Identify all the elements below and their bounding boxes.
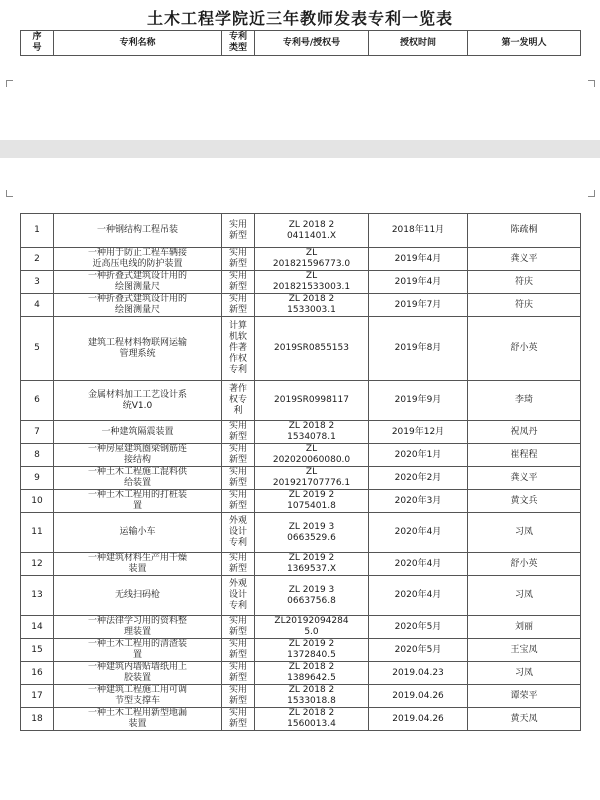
cell-inventor: 陈疏桐 bbox=[468, 214, 581, 248]
cell-date: 2019年4月 bbox=[369, 271, 468, 294]
cell-no: 2 bbox=[21, 248, 54, 271]
cell-name: 无线扫码枪 bbox=[54, 576, 222, 616]
crop-mark-icon bbox=[6, 190, 13, 197]
cell-date: 2020年4月 bbox=[369, 576, 468, 616]
cell-date: 2020年1月 bbox=[369, 444, 468, 467]
cell-no: 6 bbox=[21, 381, 54, 421]
cell-name: 一种土木工程施工混料供 给装置 bbox=[54, 467, 222, 490]
cell-name: 一种建筑材料生产用干燥 装置 bbox=[54, 553, 222, 576]
cell-date: 2019.04.26 bbox=[369, 685, 468, 708]
table-row bbox=[21, 444, 581, 467]
cell-type: 实用 新型 bbox=[222, 553, 255, 576]
cell-no: 16 bbox=[21, 662, 54, 685]
cell-no: 15 bbox=[21, 639, 54, 662]
cell-number: ZL 2019 2 1369537.X bbox=[255, 553, 369, 576]
cell-date: 2019年8月 bbox=[369, 317, 468, 381]
cell-no: 4 bbox=[21, 294, 54, 317]
table-row bbox=[21, 685, 581, 708]
table-row bbox=[21, 553, 581, 576]
cell-date: 2020年5月 bbox=[369, 616, 468, 639]
cell-type: 实用 新型 bbox=[222, 616, 255, 639]
cell-date: 2020年2月 bbox=[369, 467, 468, 490]
cell-no: 10 bbox=[21, 490, 54, 513]
table-row bbox=[21, 639, 581, 662]
cell-name: 金属材料加工工艺设计系 统V1.0 bbox=[54, 381, 222, 421]
cell-inventor: 符庆 bbox=[468, 294, 581, 317]
cell-no: 9 bbox=[21, 467, 54, 490]
crop-mark-icon bbox=[588, 80, 595, 87]
cell-type: 实用 新型 bbox=[222, 271, 255, 294]
cell-inventor: 刘丽 bbox=[468, 616, 581, 639]
header-number: 专利号/授权号 bbox=[255, 31, 369, 56]
cell-number: 2019SR0855153 bbox=[255, 317, 369, 381]
cell-inventor: 习凤 bbox=[468, 576, 581, 616]
cell-type: 实用 新型 bbox=[222, 421, 255, 444]
cell-number: ZL 2018 2 0411401.X bbox=[255, 214, 369, 248]
table-row bbox=[21, 616, 581, 639]
cell-date: 2020年3月 bbox=[369, 490, 468, 513]
header-no: 序 号 bbox=[21, 31, 54, 56]
cell-inventor: 李琦 bbox=[468, 381, 581, 421]
cell-number: ZL 2018 2 1389642.5 bbox=[255, 662, 369, 685]
table-row bbox=[21, 421, 581, 444]
cell-type: 外观 设计 专利 bbox=[222, 513, 255, 553]
table-row bbox=[21, 271, 581, 294]
cell-type: 计算 机软 件著 作权 专利 bbox=[222, 317, 255, 381]
patent-table-body bbox=[21, 214, 581, 731]
cell-name: 一种折叠式建筑设计用的 绘图测量尺 bbox=[54, 294, 222, 317]
cell-date: 2019年4月 bbox=[369, 248, 468, 271]
cell-type: 实用 新型 bbox=[222, 444, 255, 467]
cell-inventor: 符庆 bbox=[468, 271, 581, 294]
table-row bbox=[21, 490, 581, 513]
cell-name: 一种钢结构工程吊装 bbox=[54, 214, 222, 248]
cell-no: 1 bbox=[21, 214, 54, 248]
cell-name: 一种建筑内墙贴墙纸用上 胶装置 bbox=[54, 662, 222, 685]
cell-number: ZL 2018 2 1560013.4 bbox=[255, 708, 369, 731]
cell-number: ZL 201821596773.0 bbox=[255, 248, 369, 271]
cell-no: 12 bbox=[21, 553, 54, 576]
cell-type: 外观 设计 专利 bbox=[222, 576, 255, 616]
cell-number: ZL 2019 2 1075401.8 bbox=[255, 490, 369, 513]
cell-inventor: 黄文兵 bbox=[468, 490, 581, 513]
cell-inventor: 崔程程 bbox=[468, 444, 581, 467]
cell-inventor: 祝凤丹 bbox=[468, 421, 581, 444]
header-type: 专利 类型 bbox=[222, 31, 255, 56]
cell-name: 一种折叠式建筑设计用的 绘图测量尺 bbox=[54, 271, 222, 294]
header-name: 专利名称 bbox=[54, 31, 222, 56]
table-row bbox=[21, 294, 581, 317]
cell-number: ZL 2019 3 0663529.6 bbox=[255, 513, 369, 553]
cell-date: 2020年5月 bbox=[369, 639, 468, 662]
header-row bbox=[21, 31, 581, 56]
table-row bbox=[21, 467, 581, 490]
cell-name: 运输小车 bbox=[54, 513, 222, 553]
header-inventor: 第一发明人 bbox=[468, 31, 581, 56]
cell-number: ZL 2018 2 1534078.1 bbox=[255, 421, 369, 444]
cell-inventor: 龚义平 bbox=[468, 248, 581, 271]
cell-date: 2020年4月 bbox=[369, 553, 468, 576]
table-header bbox=[20, 30, 581, 56]
cell-number: ZL20192094284 5.0 bbox=[255, 616, 369, 639]
cell-type: 实用 新型 bbox=[222, 708, 255, 731]
table-row bbox=[21, 381, 581, 421]
patent-table bbox=[20, 213, 581, 731]
cell-no: 3 bbox=[21, 271, 54, 294]
cell-inventor: 谭荣平 bbox=[468, 685, 581, 708]
cell-inventor: 龚义平 bbox=[468, 467, 581, 490]
crop-mark-icon bbox=[6, 80, 13, 87]
cell-no: 13 bbox=[21, 576, 54, 616]
cell-name: 一种建筑隔震装置 bbox=[54, 421, 222, 444]
cell-inventor: 舒小英 bbox=[468, 553, 581, 576]
cell-date: 2019.04.23 bbox=[369, 662, 468, 685]
cell-number: 2019SR0998117 bbox=[255, 381, 369, 421]
cell-name: 一种建筑工程施工用可调 节型支撑车 bbox=[54, 685, 222, 708]
cell-name: 一种法律学习用的资料整 理装置 bbox=[54, 616, 222, 639]
cell-inventor: 黄天凤 bbox=[468, 708, 581, 731]
cell-number: ZL 201921707776.1 bbox=[255, 467, 369, 490]
header-date: 授权时间 bbox=[369, 31, 468, 56]
cell-date: 2019年12月 bbox=[369, 421, 468, 444]
table-row bbox=[21, 576, 581, 616]
cell-no: 8 bbox=[21, 444, 54, 467]
cell-name: 一种土木工程用的清渣装 置 bbox=[54, 639, 222, 662]
crop-mark-icon bbox=[588, 190, 595, 197]
cell-date: 2018年11月 bbox=[369, 214, 468, 248]
cell-number: ZL 201821533003.1 bbox=[255, 271, 369, 294]
cell-name: 建筑工程材料物联网运输 管理系统 bbox=[54, 317, 222, 381]
cell-type: 实用 新型 bbox=[222, 490, 255, 513]
table-row bbox=[21, 513, 581, 553]
cell-inventor: 王宝凤 bbox=[468, 639, 581, 662]
cell-type: 实用 新型 bbox=[222, 248, 255, 271]
cell-type: 实用 新型 bbox=[222, 662, 255, 685]
cell-number: ZL 202020060080.0 bbox=[255, 444, 369, 467]
cell-type: 实用 新型 bbox=[222, 294, 255, 317]
cell-no: 18 bbox=[21, 708, 54, 731]
document-title: 土木工程学院近三年教师发表专利一览表 bbox=[146, 9, 453, 28]
cell-no: 7 bbox=[21, 421, 54, 444]
cell-name: 一种土木工程用新型地漏 装置 bbox=[54, 708, 222, 731]
cell-type: 实用 新型 bbox=[222, 467, 255, 490]
cell-type: 实用 新型 bbox=[222, 214, 255, 248]
cell-name: 一种房屋建筑圈梁钢筋连 接结构 bbox=[54, 444, 222, 467]
cell-name: 一种用于防止工程车辆接 近高压电线的防护装置 bbox=[54, 248, 222, 271]
cell-name: 一种土木工程用的打桩装 置 bbox=[54, 490, 222, 513]
cell-number: ZL 2019 3 0663756.8 bbox=[255, 576, 369, 616]
cell-date: 2020年4月 bbox=[369, 513, 468, 553]
cell-inventor: 习凤 bbox=[468, 513, 581, 553]
cell-number: ZL 2018 2 1533018.8 bbox=[255, 685, 369, 708]
table-row bbox=[21, 248, 581, 271]
cell-no: 14 bbox=[21, 616, 54, 639]
cell-date: 2019.04.26 bbox=[369, 708, 468, 731]
cell-number: ZL 2018 2 1533003.1 bbox=[255, 294, 369, 317]
table-row bbox=[21, 708, 581, 731]
table-row bbox=[21, 662, 581, 685]
table-row bbox=[21, 214, 581, 248]
cell-type: 实用 新型 bbox=[222, 685, 255, 708]
cell-inventor: 舒小英 bbox=[468, 317, 581, 381]
table-row bbox=[21, 317, 581, 381]
cell-date: 2019年9月 bbox=[369, 381, 468, 421]
cell-no: 17 bbox=[21, 685, 54, 708]
cell-number: ZL 2019 2 1372840.5 bbox=[255, 639, 369, 662]
cell-date: 2019年7月 bbox=[369, 294, 468, 317]
cell-type: 著作 权专 利 bbox=[222, 381, 255, 421]
cell-no: 11 bbox=[21, 513, 54, 553]
cell-inventor: 习凤 bbox=[468, 662, 581, 685]
cell-type: 实用 新型 bbox=[222, 639, 255, 662]
cell-no: 5 bbox=[21, 317, 54, 381]
